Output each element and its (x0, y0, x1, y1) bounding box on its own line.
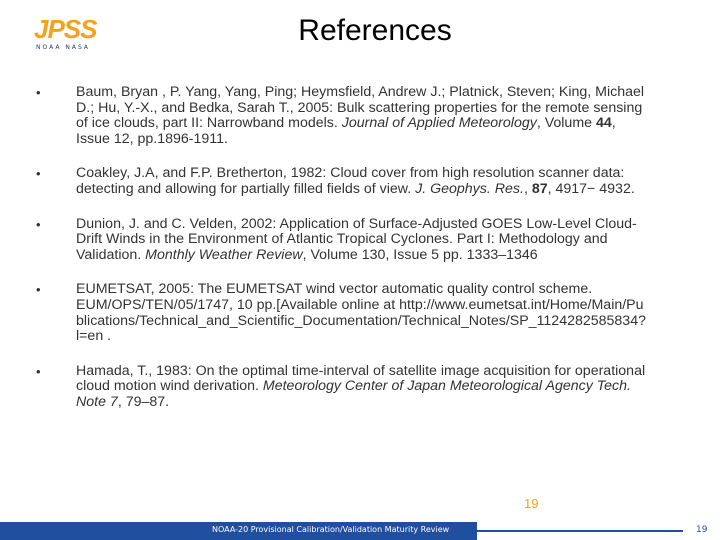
reference-text: Baum, Bryan , P. Yang, Yang, Ping; Heymsfield, Andrew J.; Platnick, Steven; King, Michael D.; Hu, Y.-X., and Bedka, Sarah T., 2005: Bulk scattering properties for the remote sensing of ice clouds, part II: Narrowband models. (76, 84, 645, 132)
reference-item (36, 85, 646, 147)
reference-item (36, 166, 646, 197)
reference-text: , Issue 12, pp.1896-1911. (76, 115, 616, 147)
logo-subtext: NOAA NASA (36, 44, 91, 51)
reference-text: 87 (531, 180, 548, 197)
reference-text: , 79–87. (117, 393, 170, 410)
reference-list (36, 85, 646, 430)
bullet-icon: • (36, 282, 41, 298)
page-title: References (298, 14, 452, 47)
reference-text: , 4917− 4932. (547, 180, 635, 197)
reference-text: Monthly Weather Review (145, 246, 303, 263)
reference-text: Coakley, J.A, and F.P. Bretherton, 1982: Cloud cover from high resolution scanner data: detecting and allowing for partially filled fields of view. (76, 165, 625, 197)
reference-text: Journal of Applied Meteorology (341, 115, 537, 132)
reference-text: J. Geophys. Res. (415, 180, 524, 197)
bullet-icon: • (36, 85, 41, 100)
footer-page-number: 19 (696, 525, 708, 535)
reference-item (36, 282, 646, 344)
logo-text: JPSS (34, 14, 97, 44)
reference-item (36, 217, 646, 264)
reference-text: Meteorology Center of Japan Meteorological Agency Tech. Note 7 (76, 378, 631, 410)
reference-text: 44 (595, 115, 612, 132)
reference-text: EUMETSAT, 2005: The EUMETSAT wind vector automatic quality control scheme. EUM/OPS/TEN/05/1747, 10 pp.[Available online at (76, 281, 593, 313)
reference-link[interactable]: http://www.eumetsat.int/Home/Main/Publications/Technical_and_Scientific_Documentation/Technical_Notes/SP_1124282585834?l=en (76, 296, 646, 345)
reference-text: , (523, 180, 532, 197)
reference-text: Hamada, T., 1983: On the optimal time-interval of satellite image acquisition for operational cloud motion wind derivation. (76, 362, 646, 395)
bullet-icon: • (36, 166, 41, 182)
footer-rule (477, 530, 683, 532)
reference-text: . (103, 328, 112, 345)
reference-item (36, 364, 646, 411)
reference-text: Dunion, J. and C. Velden, 2002: Application of Surface-Adjusted GOES Low-Level Cloud-Drift Winds in the Environment of Atlantic Tropical Cyclones. Part I: Methodology and Validation. (76, 215, 637, 263)
footer-text: NOAA-20 Provisional Calibration/Validation Maturity Review (212, 525, 450, 534)
reference-text: , Volume (536, 115, 596, 132)
footer-band (0, 522, 477, 540)
reference-text: , Volume 130, Issue 5 pp. 1333–1346 (302, 246, 538, 263)
slide-number: 19 (524, 496, 539, 511)
bullet-icon: • (36, 216, 41, 232)
bullet-icon: • (36, 363, 41, 379)
footer (0, 522, 720, 540)
